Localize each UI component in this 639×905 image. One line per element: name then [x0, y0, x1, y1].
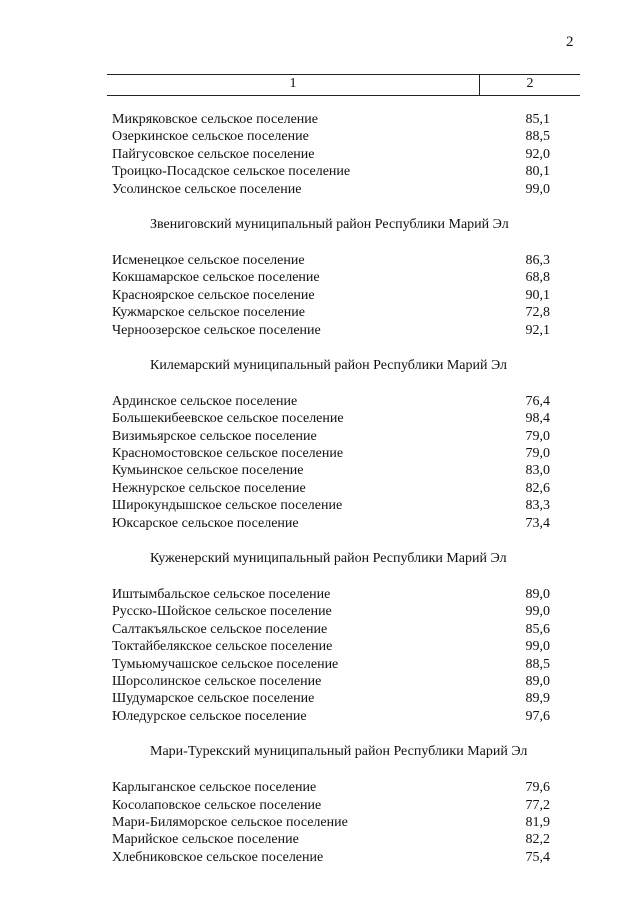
table-row	[112, 269, 550, 286]
table-row	[112, 586, 550, 603]
column-1-header: 1	[289, 76, 297, 91]
settlement-value: 80,1	[525, 164, 550, 180]
settlement-value: 77,2	[525, 797, 550, 813]
table-row	[112, 304, 550, 321]
settlement-value: 85,1	[525, 112, 550, 127]
settlement-value: 99,0	[525, 181, 550, 197]
district-header: Килемарский муниципальный район Республики Марий Эл	[150, 357, 508, 373]
table-row	[112, 831, 550, 848]
table-row	[112, 849, 550, 866]
settlement-name: Нежнурское сельское поселение	[112, 480, 306, 496]
settlement-name: Карлыганское сельское поселение	[112, 780, 317, 796]
table-row	[112, 128, 550, 145]
district-header: Звениговский муниципальный район Республики Марий Эл	[150, 216, 509, 232]
table-row	[112, 322, 550, 339]
settlement-value: 99,0	[525, 639, 550, 655]
settlement-name: Юледурское сельское поселение	[112, 708, 307, 724]
settlement-name: Салтакъяльское сельское поселение	[112, 621, 328, 637]
settlement-name: Микряковское сельское поселение	[112, 112, 318, 127]
table-row	[112, 690, 550, 707]
settlement-name: Мари-Биляморское сельское поселение	[112, 814, 348, 830]
table-row	[112, 445, 550, 462]
table-row	[112, 480, 550, 497]
table-row	[112, 181, 550, 198]
settlement-name: Широкундышское сельское поселение	[112, 498, 343, 514]
settlement-name: Черноозерское сельское поселение	[112, 322, 321, 338]
settlement-value: 82,6	[525, 480, 550, 496]
settlement-value: 81,9	[525, 814, 550, 830]
settlement-name: Визимьярское сельское поселение	[112, 428, 317, 444]
table-row	[112, 497, 550, 514]
table-row	[112, 797, 550, 814]
table-row	[112, 638, 550, 655]
table-row	[112, 708, 550, 725]
settlement-name: Токтайбелякское сельское поселение	[112, 639, 333, 655]
column-2-header: 2	[526, 76, 534, 91]
settlement-value: 75,4	[525, 849, 550, 865]
settlement-value: 88,5	[525, 656, 550, 672]
settlement-value: 89,0	[525, 587, 550, 603]
table-row	[112, 515, 550, 532]
settlement-value: 92,0	[525, 146, 550, 162]
settlement-value: 86,3	[525, 252, 550, 268]
table-row	[112, 252, 550, 269]
settlement-name: Красноярское сельское поселение	[112, 287, 315, 303]
settlement-name: Шудумарское сельское поселение	[112, 691, 315, 707]
table-body	[112, 111, 550, 866]
settlement-value: 83,3	[525, 498, 550, 514]
settlement-value: 99,0	[525, 604, 550, 620]
table-row	[112, 428, 550, 445]
page-number: 2	[566, 34, 574, 50]
settlement-name: Озеркинское сельское поселение	[112, 129, 309, 145]
table-row	[112, 779, 550, 796]
settlement-value: 73,4	[525, 515, 550, 531]
settlement-name: Большекибеевское сельское поселение	[112, 411, 344, 427]
table-header	[107, 74, 580, 96]
settlement-name: Кужмарское сельское поселение	[112, 305, 305, 321]
settlement-value: 89,9	[525, 691, 550, 707]
settlement-value: 79,0	[525, 428, 550, 444]
settlement-value: 76,4	[525, 393, 550, 409]
district-header: Мари-Турекский муниципальный район Республики Марий Эл	[150, 744, 528, 760]
district-header: Куженерский муниципальный район Республики Марий Эл	[150, 551, 507, 567]
settlement-name: Хлебниковское сельское поселение	[112, 849, 324, 865]
table-row	[112, 146, 550, 163]
settlement-value: 79,0	[525, 446, 550, 462]
settlement-value: 90,1	[525, 287, 550, 303]
settlement-name: Красномостовское сельское поселение	[112, 446, 344, 462]
table-row	[112, 410, 550, 427]
settlement-value: 79,6	[525, 780, 550, 796]
table-row	[112, 111, 550, 128]
settlement-value: 97,6	[525, 708, 550, 724]
table-row	[112, 673, 550, 690]
settlement-value: 72,8	[525, 305, 550, 321]
table-row	[112, 462, 550, 479]
settlement-name: Пайгусовское сельское поселение	[112, 146, 315, 162]
table-row	[112, 814, 550, 831]
settlement-value: 98,4	[525, 411, 550, 427]
settlement-value: 92,1	[525, 322, 550, 338]
settlement-name: Ардинское сельское поселение	[112, 393, 298, 409]
settlement-name: Иштымбальское сельское поселение	[112, 587, 331, 603]
settlement-name: Косолаповское сельское поселение	[112, 797, 322, 813]
settlement-name: Троицко-Посадское сельское поселение	[112, 164, 351, 180]
settlement-name: Исменецкое сельское поселение	[112, 252, 305, 268]
table-row	[112, 656, 550, 673]
settlement-value: 83,0	[525, 463, 550, 479]
settlement-name: Тумьюмучашское сельское поселение	[112, 656, 339, 672]
settlement-value: 85,6	[525, 621, 550, 637]
table-row	[112, 393, 550, 410]
settlement-name: Русско-Шойское сельское поселение	[112, 604, 332, 620]
settlement-value: 88,5	[525, 129, 550, 145]
settlement-name: Марийское сельское поселение	[112, 832, 299, 848]
table-row	[112, 287, 550, 304]
settlement-value: 89,0	[525, 673, 550, 689]
table-row	[112, 163, 550, 180]
table-row	[112, 621, 550, 638]
table-row	[112, 603, 550, 620]
settlement-name: Кумьинское сельское поселение	[112, 463, 304, 479]
settlement-name: Шорсолинское сельское поселение	[112, 673, 322, 689]
settlement-name: Кокшамарское сельское поселение	[112, 270, 320, 286]
settlement-value: 68,8	[525, 270, 550, 286]
settlement-name: Усолинское сельское поселение	[112, 181, 302, 197]
settlement-name: Юксарское сельское поселение	[112, 515, 299, 531]
settlement-value: 82,2	[525, 832, 550, 848]
